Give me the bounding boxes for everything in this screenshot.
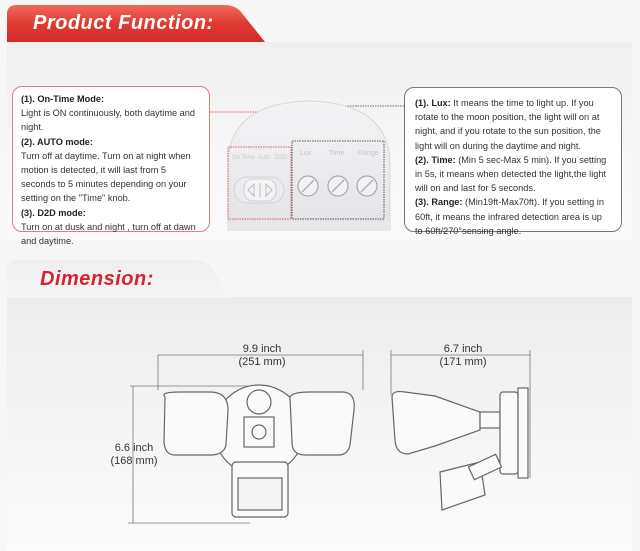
svg-text:Time: Time [329,150,345,157]
svg-text:On Time: On Time [232,155,255,161]
mode-item: (2). AUTO mode: Turn off at daytime. Turn on at night when motion is detected, it will last from 5 seconds to 5 minutes depending on your setting on the "Time" knob. [21,136,191,204]
dimension-tab [7,258,227,298]
svg-text:Range: Range [358,150,379,157]
mode-item: (1). On-Time Mode: Light is ON continuously, both daytime and night. [21,94,195,133]
sensor-control-panel-image [220,95,398,235]
knob-item: (1). Lux: It means the time to light up. If you rotate to the moon position, the light will on at night, and if you rotate to the sun position, the light will on during the daytime and night. [415,98,601,151]
mode-item: (3). D2D mode: Turn on at dusk and night , turn off at dawn and daytime. [21,207,196,247]
product-function-title: Product Function: [33,12,214,34]
knob-item: (2). Time: (Min 5 sec-Max 5 min). If you setting in 5s, it means when detected the light,the light will on and last for 5 seconds. [415,154,607,194]
svg-text:Lux: Lux [300,150,312,157]
knob-description-box [404,87,622,236]
dimension-title: Dimension: [40,268,154,290]
side-depth-label: 6.7 inch (171 mm) [439,343,487,368]
front-width-label: 9.9 inch (251 mm) [238,343,286,368]
knob-item: (3). Range: (Min19ft-Max70ft). If you setting in 60ft, it means the infrared detection area is up to 60ft/270°sensing angle. [415,197,604,236]
svg-text:D2D: D2D [275,155,288,161]
svg-text:Auto: Auto [258,155,271,161]
front-height-label: 6.6 inch (168 mm) [110,442,158,467]
